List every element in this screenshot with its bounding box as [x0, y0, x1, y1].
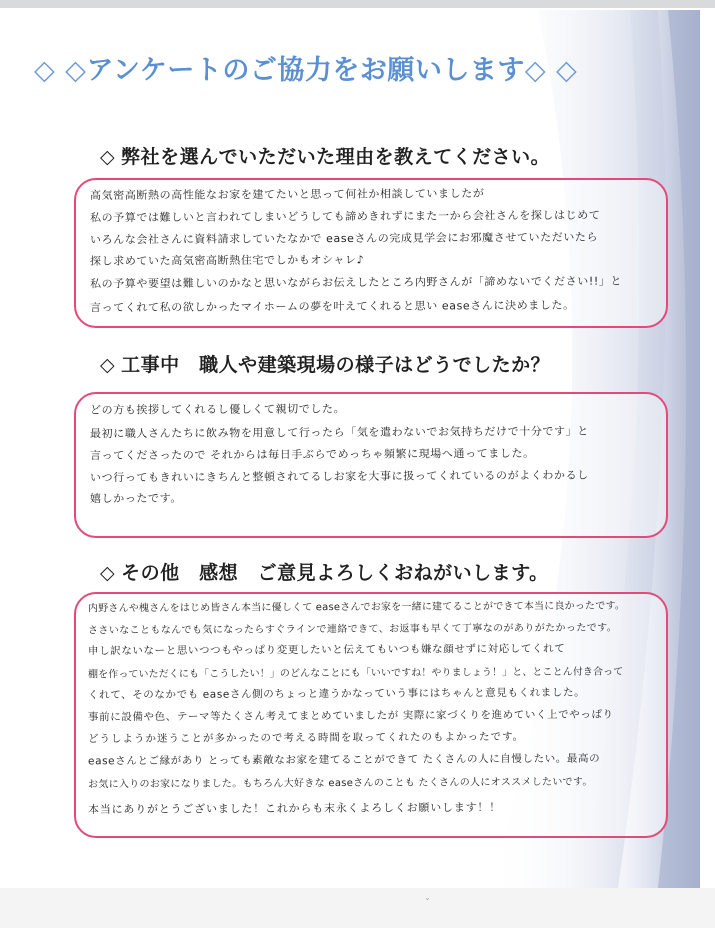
answer-line: どの方も挨拶してくれるし優しくて親切でした。 — [89, 402, 346, 417]
diamond-icon: ◇ — [100, 146, 116, 168]
diamond-icon: ◇ — [556, 55, 578, 86]
question-text: その他 感想 ご意見よろしくおねがいします。 — [121, 562, 549, 584]
answer-line: ささいなこともなんでも気になったらすぐラインで連絡できて、お返事も早くて丁寧なのがありがたかったです。 — [87, 622, 618, 637]
question-text: 工事中 職人や建築現場の様子はどうでしたか？ — [121, 354, 551, 376]
answer-line: 棚を作っていただくにも「こうしたい！」のどんなことにも「いいですね！やりましょう！」と、とことん付き合って — [87, 666, 624, 681]
answer-line: いろんな会社さんに資料請求していたなかで easeさんの完成見学会にお邪魔させていただいたら — [89, 230, 599, 247]
question-reason — [100, 142, 550, 169]
diamond-icon: ◇ — [65, 55, 87, 86]
answer-line: 事前に設備や色、テーマ等たくさん考えてまとめていましたが 実際に家づくりを進めていく上でやっぱり — [87, 708, 614, 724]
answer-line: 言ってくださったので それからは毎日手ぶらでめっちゃ頻繁に現場へ通ってました。 — [89, 446, 535, 463]
scan-mark: ˇ — [425, 898, 430, 909]
answer-line: 本当にありがとうございました！これからも末永くよろしくお願いします！！ — [87, 800, 502, 817]
scan-top-edge — [0, 0, 715, 8]
scan-bottom-edge — [0, 888, 715, 928]
answer-line: いつ行ってもきれいにきちんと整頓されてるしお家を大事に扱ってくれているのがよくわかるし — [89, 468, 589, 485]
answer-line: 探し求めていた高気密高断熱住宅でしかもオシャレ♪ — [89, 253, 365, 268]
answer-line: 私の予算では難しいと言われてしまいどうしても諦めきれずにまた一から会社さんを探しはじめて — [89, 208, 601, 225]
answer-line: 嬉しかったです。 — [89, 491, 182, 506]
answer-line: 言ってくれて私の欲しかったマイホームの夢を叶えてくれると思い easeさんに決めました。 — [89, 298, 575, 315]
diamond-icon: ◇ — [34, 55, 56, 86]
survey-title-text: アンケートのご協力をお願いします — [86, 55, 525, 86]
answer-line: お気に入りのお家になりました。もちろん大好きな easeさんのことも たくさんの人にオススメしたいです。 — [87, 776, 593, 791]
diamond-icon: ◇ — [100, 354, 116, 376]
diamond-icon: ◇ — [100, 562, 116, 584]
answer-line: easeさんとご縁があり とっても素敵なお家を建てることができて たくさんの人に自慢したい。最高の — [87, 752, 601, 768]
answer-line: 内野さんや槐さんをはじめ皆さん本当に優しくて easeさんでお家を一緒に建てることができて本当に良かったです。 — [87, 600, 626, 615]
survey-title — [34, 48, 674, 87]
answer-line: 高気密高断熱の高性能なお家を建てたいと思って何社か相談していましたが — [89, 186, 485, 203]
answer-line: 私の予算や要望は難しいのかなと思いながらお伝えしたところ内野さんが「諦めないでください!!」と — [89, 274, 623, 291]
question-text: 弊社を選んでいただいた理由を教えてください。 — [121, 146, 551, 168]
question-comments — [100, 558, 549, 585]
answer-line: くれて、そのなかでも easeさん側のちょっと違うかなっていう事にはちゃんと意見もくれました。 — [87, 686, 586, 702]
answer-line: どうしようか迷うことが多かったので考える時間を取ってくれたのもよかったです。 — [87, 730, 525, 746]
answer-line: 最初に職人さんたちに飲み物を用意して行ったら「気を遣わないでお気持ちだけで十分です」と — [89, 424, 589, 441]
answer-line: 申し訳ないなーと思いつつもやっぱり変更したいと伝えてもいつも嫌な顔せずに対応してくれて — [87, 642, 566, 658]
question-construction — [100, 350, 550, 377]
diamond-icon: ◇ — [524, 55, 547, 86]
